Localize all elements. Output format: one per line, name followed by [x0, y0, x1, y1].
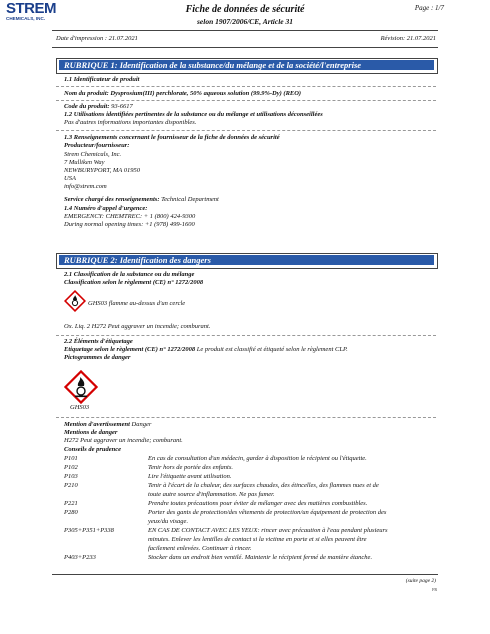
document-title: Fiche de données de sécurité: [185, 4, 305, 15]
s1-1-2-text: Pas d'autres informations importantes disponibles.: [64, 119, 197, 126]
s2-2-1: 2.1 Classification de la substance ou du mélange: [64, 271, 195, 278]
date-row: [56, 35, 436, 42]
p-text: minutes. Enlever les lentilles de contact si la victime en porte et si elles peuvent être: [148, 536, 367, 543]
p-code: P103: [64, 473, 78, 480]
p-code: P280: [64, 509, 78, 516]
product-code-row: Code du produit: 93-6617: [64, 103, 133, 110]
p-code: P101: [64, 455, 78, 462]
date-rule: [52, 47, 438, 48]
p-code: P221: [64, 500, 78, 507]
p-text: Tenir hors de portée des enfants.: [148, 464, 233, 471]
hazard-statements-label: Mentions de danger: [64, 429, 118, 436]
divider: [56, 130, 436, 131]
p-text: toute autre source d'inflammation. Ne pas fumer.: [148, 491, 275, 498]
p-text: En cas de consultation d'un médecin, garder à disposition le récipient ou l'étiquette.: [148, 455, 367, 462]
hazard-statement: H272 Peut aggraver un incendie; comburant.: [64, 437, 183, 444]
normal-phone: During normal opening times: +1 (978) 499-1600: [64, 221, 195, 228]
p-text: Porter des gants de protection/des vêtements de protection/un équipement de protection des: [148, 509, 387, 516]
supplier-line: NEWBURYPORT, MA 01950: [64, 167, 141, 174]
p-text: Prendre toutes précautions pour éviter de mélanger avec des matières combustibles.: [148, 500, 368, 507]
section-1-heading: RUBRIQUE 1: Identification de la substance/du mélange et de la société/l'entreprise: [59, 60, 434, 70]
product-name-row: Nom du produit: Dysprosium(III) perchlorate, 50% aqueous solution (99.9%-Dy) (REO): [64, 90, 302, 97]
hazard-class-line: Ox. Liq. 2 H272 Peut aggraver un incendie; comburant.: [64, 323, 211, 330]
document-subtitle: selon 1907/2006/CE, Article 31: [197, 17, 293, 26]
s1-1-3: 1.3 Renseignements concernant le fournisseur de la fiche de données de sécurité: [64, 134, 280, 141]
revision-date: Révision: 21.07.2021: [380, 35, 436, 42]
p-text: yeux/du visage.: [148, 518, 189, 525]
supplier-line: Strem Chemicals, Inc.: [64, 151, 122, 158]
footer-rule: [52, 574, 438, 575]
header-rule: [52, 30, 438, 31]
logo-subtitle: CHEMICALS, INC.: [6, 16, 46, 21]
s1-1-2: 1.2 Utilisations identifiées pertinentes de la substance ou du mélange et utilisations déconseillées: [64, 111, 323, 118]
p-text: Stocker dans un endroit bien ventilé. Maintenir le récipient fermé de manière étanche.: [148, 554, 373, 561]
continued-note: (suite page 2): [405, 578, 436, 584]
divider: [56, 100, 436, 101]
supplier-line: 7 Mulliken Way: [64, 159, 105, 166]
ghs03-description: GHS03 flamme au-dessus d'un cercle: [88, 300, 186, 307]
section-2-heading: RUBRIQUE 2: Identification des dangers: [59, 255, 434, 265]
p-text: Tenir à l'écart de la chaleur, des surfaces chaudes, des étincelles, des flammes nues et de: [148, 482, 379, 489]
p-code: P403+P233: [64, 554, 96, 561]
language-mark: FR: [432, 587, 437, 592]
divider: [56, 335, 436, 336]
print-date: Date d'impression : 21.07.2021: [56, 35, 138, 42]
product-name: Dysprosium(III) perchlorate, 50% aqueous solution (99.9%-Dy) (REO): [110, 90, 302, 97]
page-number: Page : 1/7: [414, 4, 444, 12]
divider: [56, 417, 436, 418]
p-code: P210: [64, 482, 78, 489]
classification-label: Classification selon le règlement (CE) n° 1272/2008: [64, 279, 204, 286]
divider: [56, 86, 436, 87]
ghs03-pictogram: [64, 370, 98, 404]
s2-2-2: 2.2 Éléments d'étiquetage: [64, 338, 133, 345]
p-code: P102: [64, 464, 78, 471]
p-text: Lire l'étiquette avant utilisation.: [148, 473, 232, 480]
p-text: EN CAS DE CONTACT AVEC LES YEUX: rincer avec précaution à l'eau pendant plusieurs: [148, 527, 388, 534]
supplier-line: USA: [64, 175, 76, 182]
precautionary-label: Conseils de prudence: [64, 446, 122, 453]
labelling-row: Etiquetage selon le règlement (CE) n° 1272/2008 Le produit est classifié et étiqueté selon le règlement CLP.: [64, 346, 348, 353]
logo-wordmark: STREM: [6, 0, 56, 17]
supplier-label: Producteur/fournisseur:: [64, 142, 130, 149]
emergency-phone: EMERGENCY: CHEMTREC: + 1 (800) 424-9300: [64, 213, 196, 220]
s1-1-4: 1.4 Numéro d'appel d'urgence:: [64, 205, 148, 212]
ghs03-caption: GHS03: [70, 404, 90, 411]
supplier-email: info@strem.com: [64, 183, 107, 190]
p-text: facilement enlevées. Continuer à rincer.: [148, 545, 252, 552]
service-row: Service chargé des renseignements: Technical Department: [64, 196, 219, 203]
ghs03-pictogram-small: [64, 290, 86, 312]
p-code: P305+P351+P338: [64, 527, 114, 534]
signal-word-row: Mention d'avertissement Danger: [64, 421, 152, 428]
pictograms-label: Pictogrammes de danger: [64, 354, 131, 361]
s1-1-1: 1.1 Identificateur de produit: [64, 76, 140, 83]
